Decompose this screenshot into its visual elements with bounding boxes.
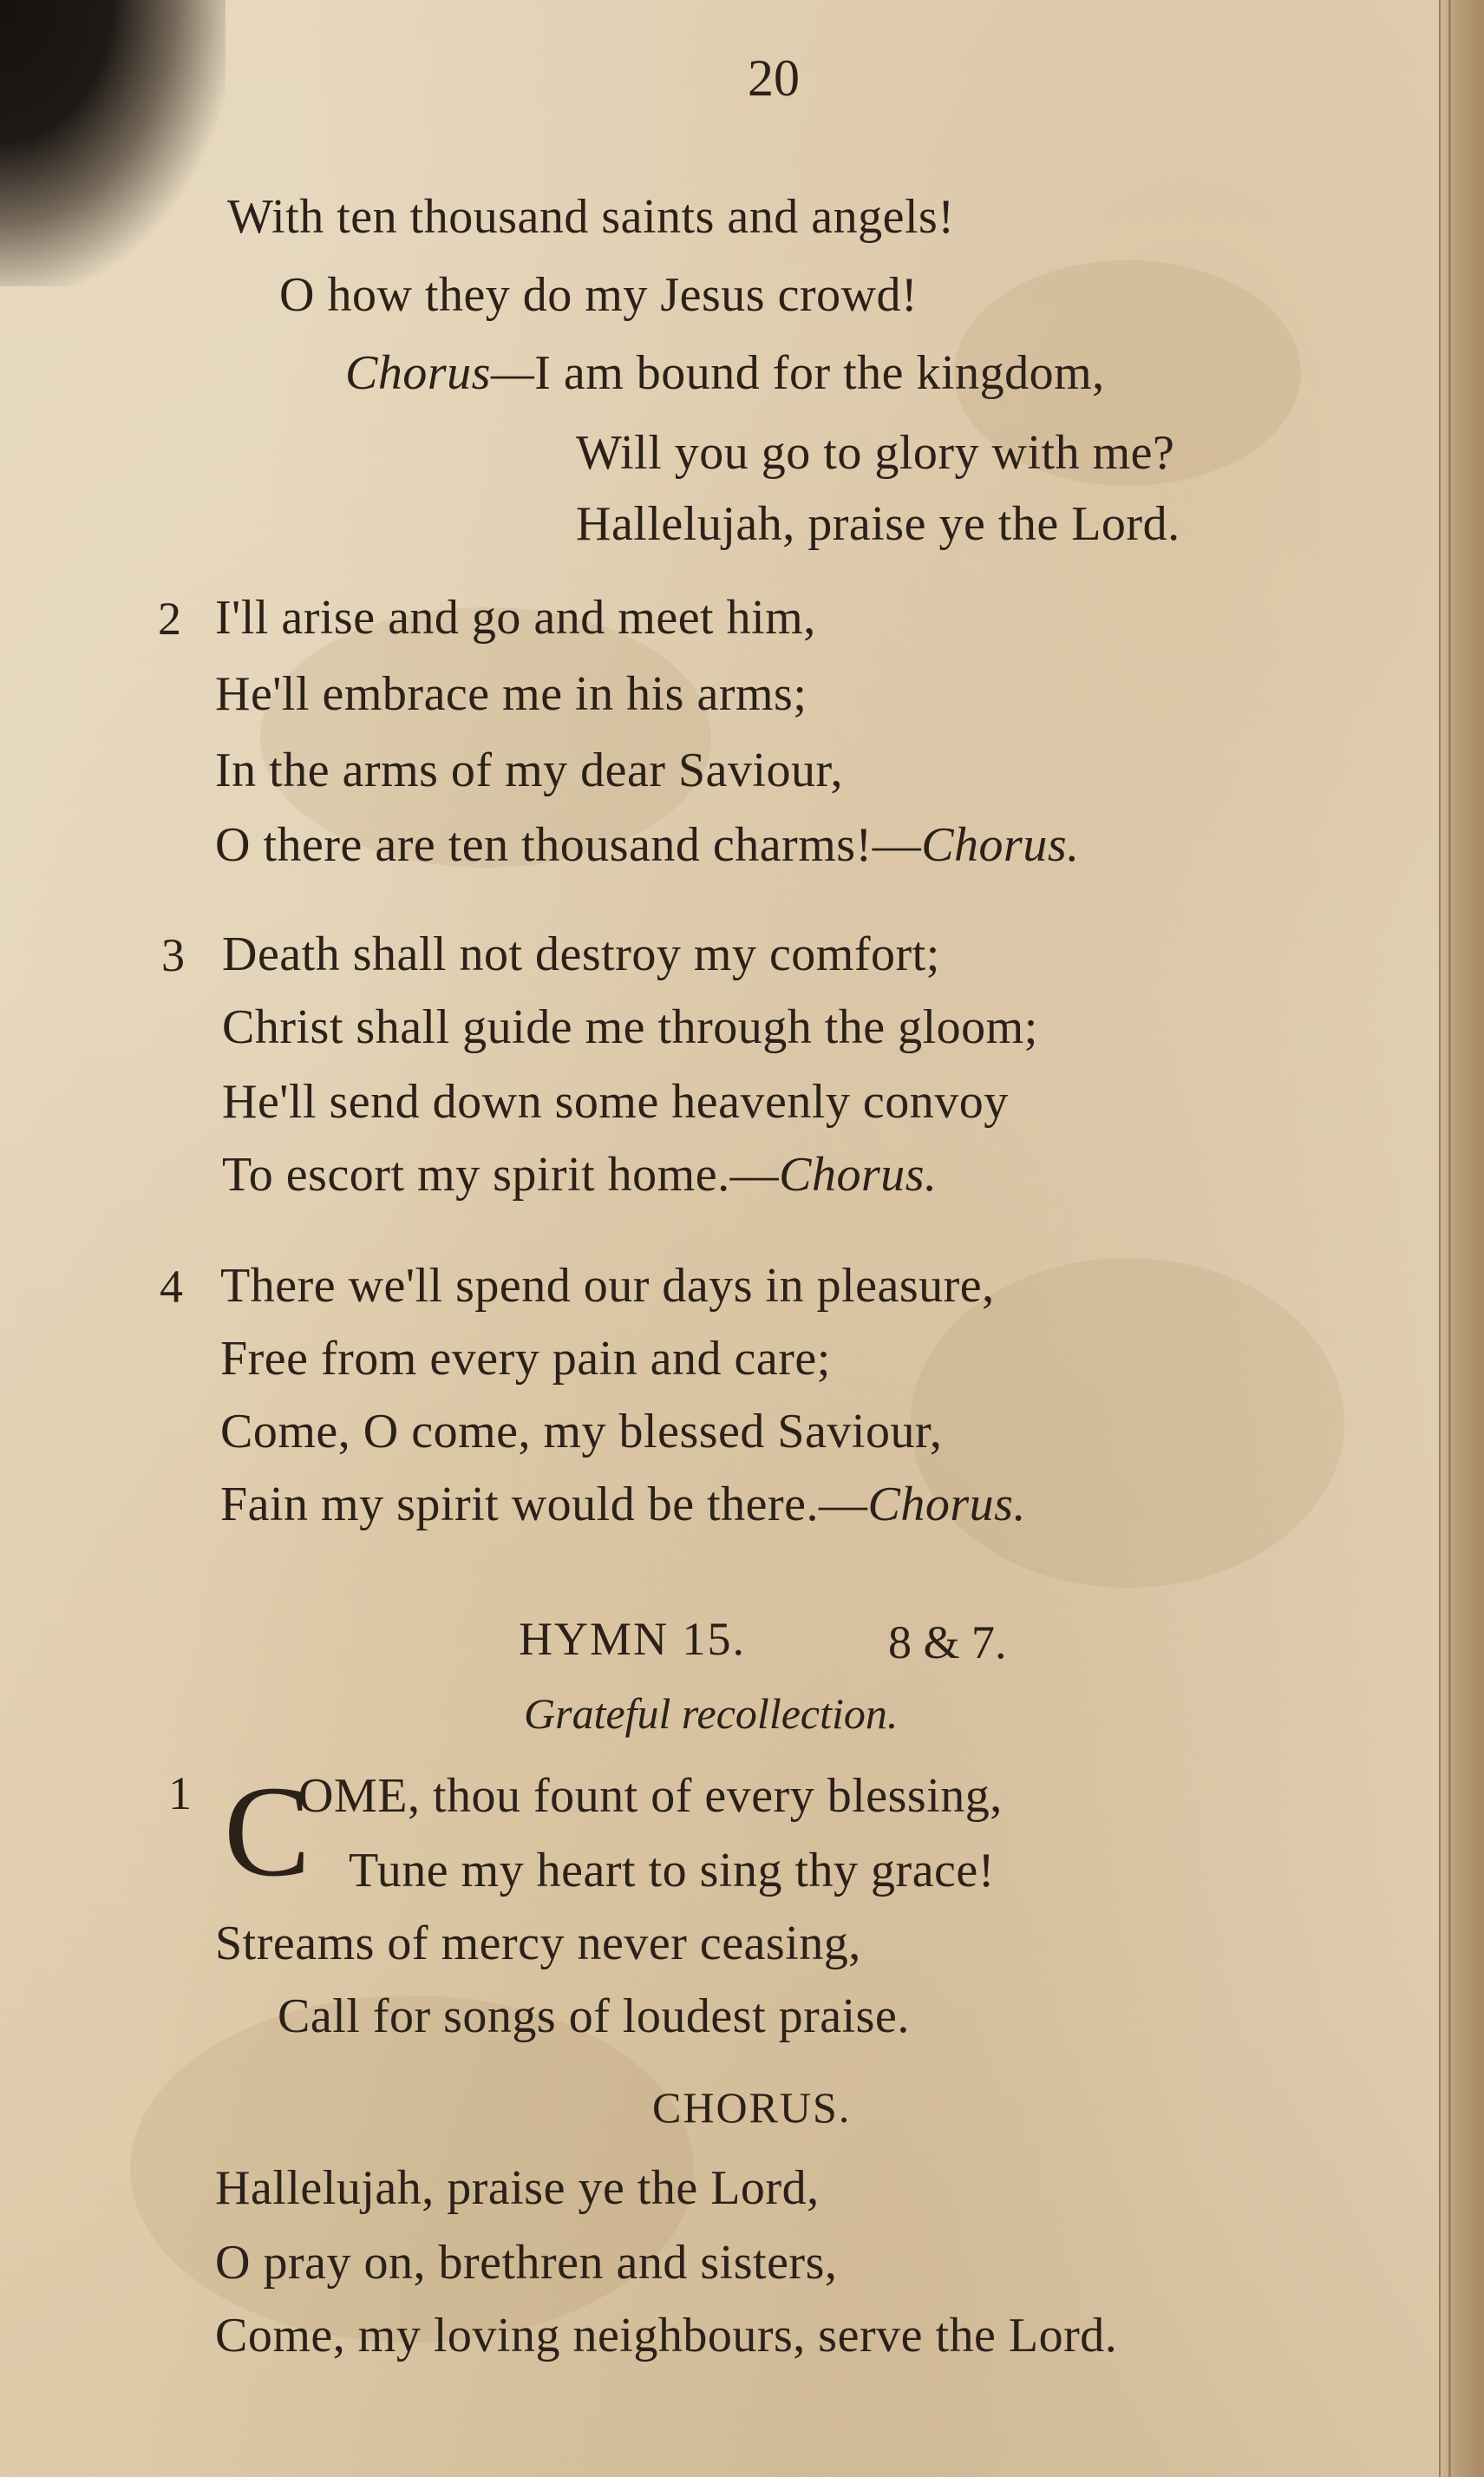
verse-line	[220, 1480, 1026, 1529]
page-edge-line	[1448, 0, 1451, 2477]
gutter-shadow	[0, 0, 226, 286]
verse-line: He'll embrace me in his arms;	[215, 667, 807, 721]
hymn-subtitle: Grateful recollection.	[524, 1689, 899, 1738]
drop-cap: C	[224, 1759, 311, 1904]
chorus-line: Hallelujah, praise ye the Lord.	[576, 497, 1180, 551]
verse-line: O how they do my Jesus crowd!	[279, 268, 919, 322]
stanza-number: 4	[160, 1261, 183, 1313]
verse-line: I'll arise and go and meet him,	[215, 591, 816, 645]
verse-text: To escort my spirit home.—	[222, 1148, 780, 1202]
verse-text: Fain my spirit would be there.—	[220, 1478, 868, 1531]
stanza-number: 1	[168, 1767, 192, 1819]
verse-line: There we'll spend our days in pleasure,	[220, 1259, 995, 1313]
chorus-line	[345, 346, 1105, 400]
verse-line: In the arms of my dear Saviour,	[215, 744, 843, 797]
chorus-line: Will you go to glory with me?	[576, 426, 1175, 480]
stanza-number: 3	[161, 929, 185, 981]
chorus-heading: CHORUS.	[652, 2083, 852, 2132]
chorus-line: O pray on, brethren and sisters,	[215, 2236, 838, 2290]
verse-line: Free from every pain and care;	[220, 1332, 831, 1386]
page-edge	[1439, 0, 1484, 2477]
chorus-ref: Chorus.	[867, 1478, 1026, 1531]
chorus-ref: Chorus.	[921, 818, 1080, 872]
verse-line: With ten thousand saints and angels!	[227, 190, 955, 244]
chorus-text: I am bound for the kingdom,	[534, 346, 1105, 400]
verse-line: Death shall not destroy my comfort;	[222, 927, 940, 981]
verse-line	[215, 818, 1080, 872]
page-number: 20	[748, 49, 800, 107]
verse-line: Streams of mercy never ceasing,	[215, 1917, 861, 1970]
chorus-label: Chorus—	[345, 346, 535, 400]
verse-line	[222, 1148, 938, 1202]
verse-line: OME, thou fount of every blessing,	[298, 1769, 1003, 1823]
verse-line: Come, O come, my blessed Saviour,	[220, 1405, 943, 1458]
verse-line: Tune my heart to sing thy grace!	[349, 1844, 995, 1897]
hymn-title: HYMN 15.	[519, 1613, 747, 1665]
hymn-meter: 8 & 7.	[888, 1616, 1007, 1668]
verse-line: He'll send down some heavenly convoy	[222, 1075, 1009, 1129]
chorus-ref: Chorus.	[779, 1148, 938, 1202]
verse-line: Christ shall guide me through the gloom;	[222, 1000, 1038, 1054]
stanza-number: 2	[158, 593, 181, 645]
chorus-line: Hallelujah, praise ye the Lord,	[215, 2161, 820, 2215]
verse-text: O there are ten thousand charms!—	[215, 818, 922, 872]
chorus-line: Come, my loving neighbours, serve the Lord.	[215, 2309, 1118, 2362]
verse-line: Call for songs of loudest praise.	[278, 1989, 910, 2043]
